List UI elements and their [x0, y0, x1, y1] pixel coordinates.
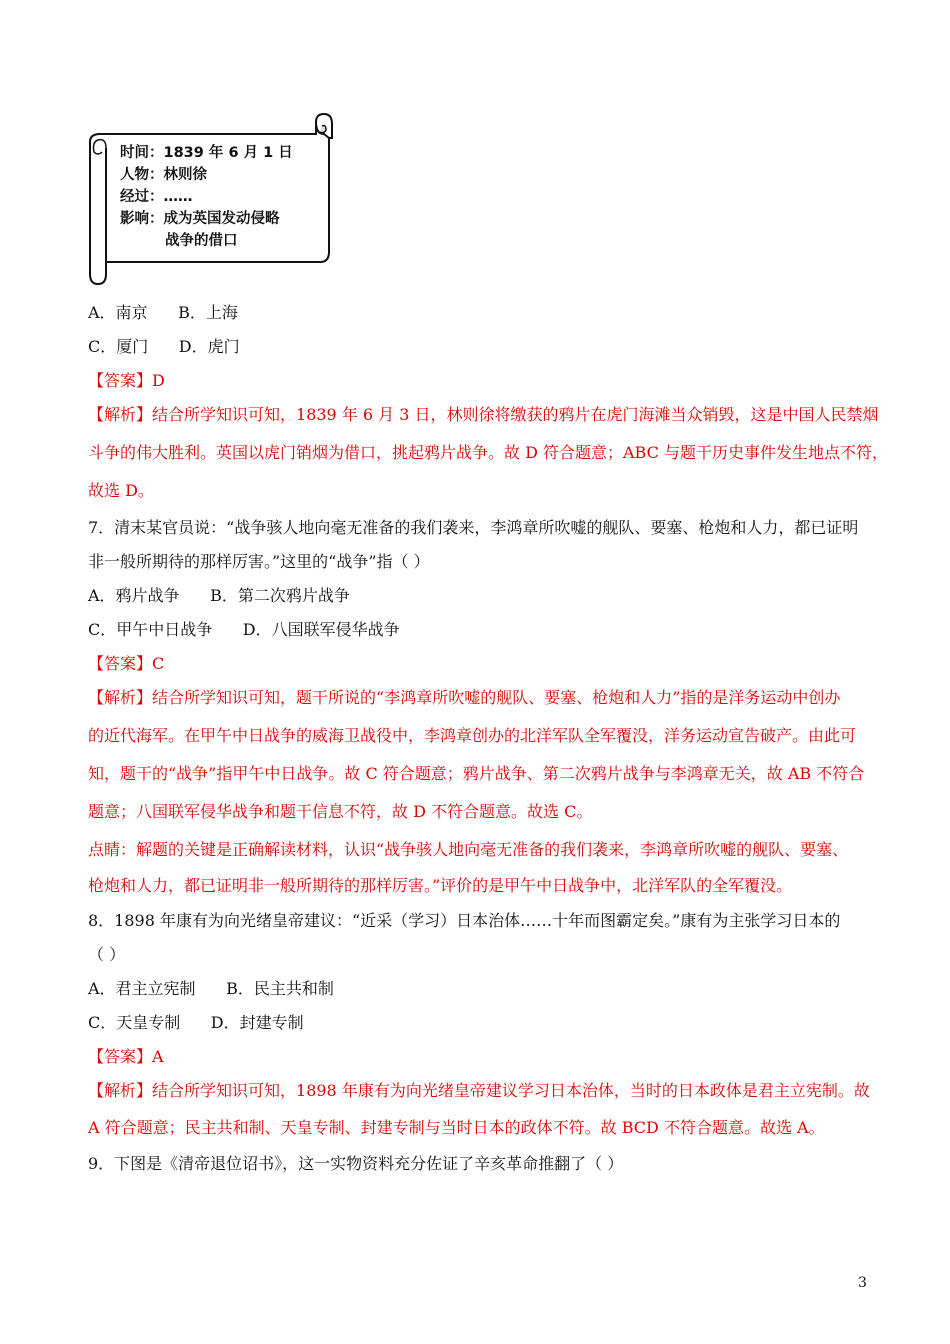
q7-options-row2: C．甲午中日战争 D．八国联军侵华战争 [88, 620, 400, 639]
q8-analysis-text: 结合所学知识可知，1898 年康有为向光绪皇帝建议学习日本治体，当时的日本政体是君主立宪制。故 [152, 1081, 870, 1100]
q8-answer: 【答案】A [88, 1047, 164, 1066]
scroll-time: 时间：1839 年 6 月 1 日 [120, 145, 293, 161]
q6-answer: 【答案】D [88, 371, 165, 390]
q7-options-row1: A．鸦片战争 B．第二次鸦片战争 [88, 586, 350, 605]
q7-analysis-1 [88, 687, 840, 709]
q8-analysis-2: A 符合题意；民主共和制、天皇专制、封建专制与当时日本的政体不符。故 BCD 不符合题意。故选 A。 [88, 1118, 825, 1137]
q6-analysis-label: 【解析】 [88, 405, 153, 424]
q7-analysis-4: 题意；八国联军侵华战争和题干信息不符，故 D 不符合题意。故选 C。 [88, 802, 593, 821]
q6-options-row1: A．南京 B．上海 [88, 303, 238, 322]
q8-analysis-1 [88, 1080, 870, 1102]
scroll-text [120, 142, 293, 252]
q7-tip-2: 枪炮和人力，都已证明非一般所期待的那样厉害。”评价的是甲午中日战争中，北洋军队的全军覆没。 [88, 876, 793, 895]
q7-analysis-3: 知，题干的“战争”指甲午中日战争。故 C 符合题意；鸦片战争、第二次鸦片战争与李鸿章无关，故 AB 不符合 [88, 764, 865, 783]
q7-tip-1: 点睛：解题的关键是正确解读材料，认识“战争骇人地向毫无准备的我们袭来，李鸿章所吹嘘的舰队、要塞、 [88, 840, 849, 859]
scroll-process: 经过：…… [120, 189, 193, 205]
q6-analysis-2: 斗争的伟大胜利。英国以虎门销烟为借口，挑起鸦片战争。故 D 符合题意；ABC 与题干历史事件发生地点不符， [88, 443, 888, 462]
q7-stem-2: 非一般所期待的那样厉害。”这里的“战争”指（ ） [88, 552, 430, 571]
page-number: 3 [858, 1275, 867, 1291]
q6-analysis-3: 故选 D。 [88, 481, 154, 500]
q8-stem-2: （ ） [88, 945, 126, 964]
q8-stem-1: 8．1898 年康有为向光绪皇帝建议：“近采（学习）日本治体……十年而图霸定矣。”康有为主张学习日本的 [88, 911, 841, 930]
q9-stem-1: 9．下图是《清帝退位诏书》，这一实物资料充分佐证了辛亥革命推翻了（ ） [88, 1154, 624, 1173]
q6-analysis-1 [88, 404, 879, 426]
scroll-impact-2: 战争的借口 [165, 233, 238, 249]
q7-analysis-label: 【解析】 [88, 688, 153, 707]
scroll-illustration [84, 112, 334, 288]
q6-options-row2: C．厦门 D．虎门 [88, 337, 240, 356]
q7-analysis-text: 结合所学知识可知，题干所说的“李鸿章所吹嘘的舰队、要塞、枪炮和人力”指的是洋务运动中创办 [152, 688, 841, 707]
q6-analysis-text: 结合所学知识可知，1839 年 6 月 3 日，林则徐将缴获的鸦片在虎门海滩当众销毁，这是中国人民禁烟 [152, 405, 879, 424]
q7-stem-1: 7．清末某官员说：“战争骇人地向毫无准备的我们袭来，李鸿章所吹嘘的舰队、要塞、枪炮和人力，都已证明 [88, 518, 859, 537]
q8-analysis-label: 【解析】 [88, 1081, 153, 1100]
q8-options-row1: A．君主立宪制 B．民主共和制 [88, 979, 334, 998]
q7-analysis-2: 的近代海军。在甲午中日战争的威海卫战役中，李鸿章创办的北洋军队全军覆没，洋务运动宣告破产。由此可 [88, 726, 857, 745]
q8-options-row2: C．天皇专制 D．封建专制 [88, 1013, 304, 1032]
scroll-person: 人物：林则徐 [120, 167, 207, 183]
scroll-impact-1: 影响：成为英国发动侵略 [120, 211, 280, 227]
q7-answer: 【答案】C [88, 654, 165, 673]
